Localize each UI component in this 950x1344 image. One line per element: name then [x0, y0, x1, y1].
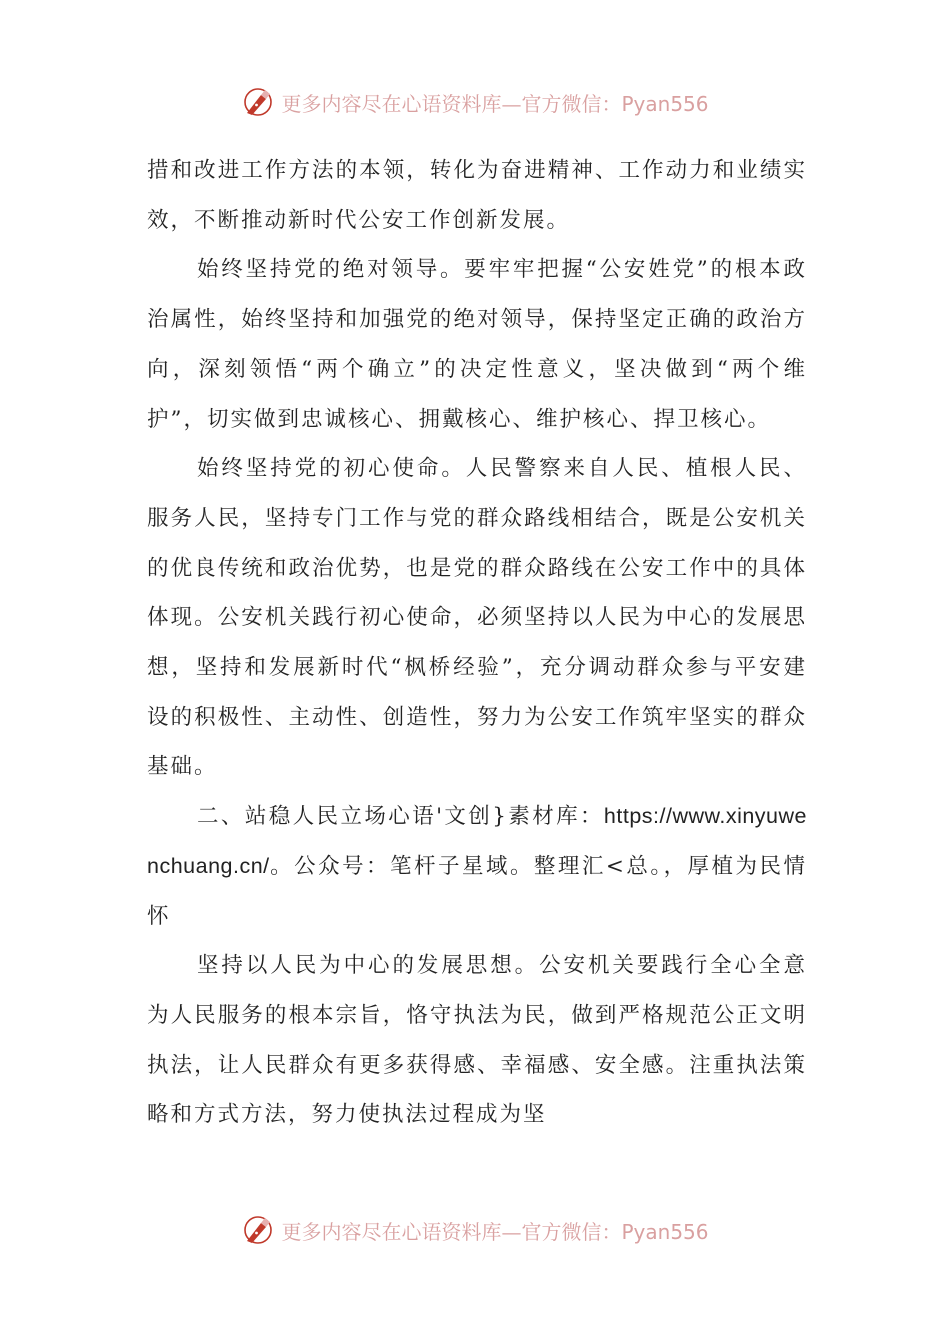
pen-nib-logo-icon: [241, 1213, 275, 1247]
header-watermark-text: 更多内容尽在心语资料库—官方微信：Pyan556: [281, 91, 709, 116]
source-url: https://www.xinyuwenchuang.cn/: [147, 804, 807, 878]
header-watermark-banner: [0, 82, 950, 122]
paragraph-2: 始终坚持党的绝对领导。要牢牢把握“公安姓党”的根本政治属性，始终坚持和加强党的绝对领导，保持坚定正确的政治方向，深刻领悟“两个确立”的决定性意义，坚决做到“两个维护”，切实做到忠诚核心、拥戴核心、维护核心、捍卫核心。: [147, 257, 807, 432]
section-heading-part2: 。公众号：笔杆子星域。整理汇<总。，厚植为民情怀: [147, 853, 807, 929]
paragraph-3: 始终坚持党的初心使命。人民警察来自人民、植根人民、服务人民，坚持专门工作与党的群众路线相结合，既是公安机关的优良传统和政治优势，也是党的群众路线在公安工作中的具体体现。公安机关践行初心使命，必须坚持以人民为中心的发展思想，坚持和发展新时代“枫桥经验”，充分调动群众参与平安建设的积极性、主动性、创造性，努力为公安工作筑牢坚实的群众基础。: [147, 456, 807, 780]
document-body: [147, 146, 807, 1140]
footer-watermark-banner: [0, 1210, 950, 1250]
section-heading-part1: 二、站稳人民立场心语'文创}素材库：: [197, 804, 604, 830]
footer-watermark-text: 更多内容尽在心语资料库—官方微信：Pyan556: [281, 1219, 709, 1244]
section-heading-2: [147, 792, 807, 941]
paragraph-1: 措和改进工作方法的本领，转化为奋进精神、工作动力和业绩实效，不断推动新时代公安工作创新发展。: [147, 158, 807, 233]
pen-nib-logo-icon: [241, 85, 275, 119]
paragraph-5: 坚持以人民为中心的发展思想。公安机关要践行全心全意为人民服务的根本宗旨，恪守执法为民，做到严格规范公正文明执法，让人民群众有更多获得感、幸福感、安全感。注重执法策略和方式方法，努力使执法过程成为坚: [147, 953, 807, 1128]
